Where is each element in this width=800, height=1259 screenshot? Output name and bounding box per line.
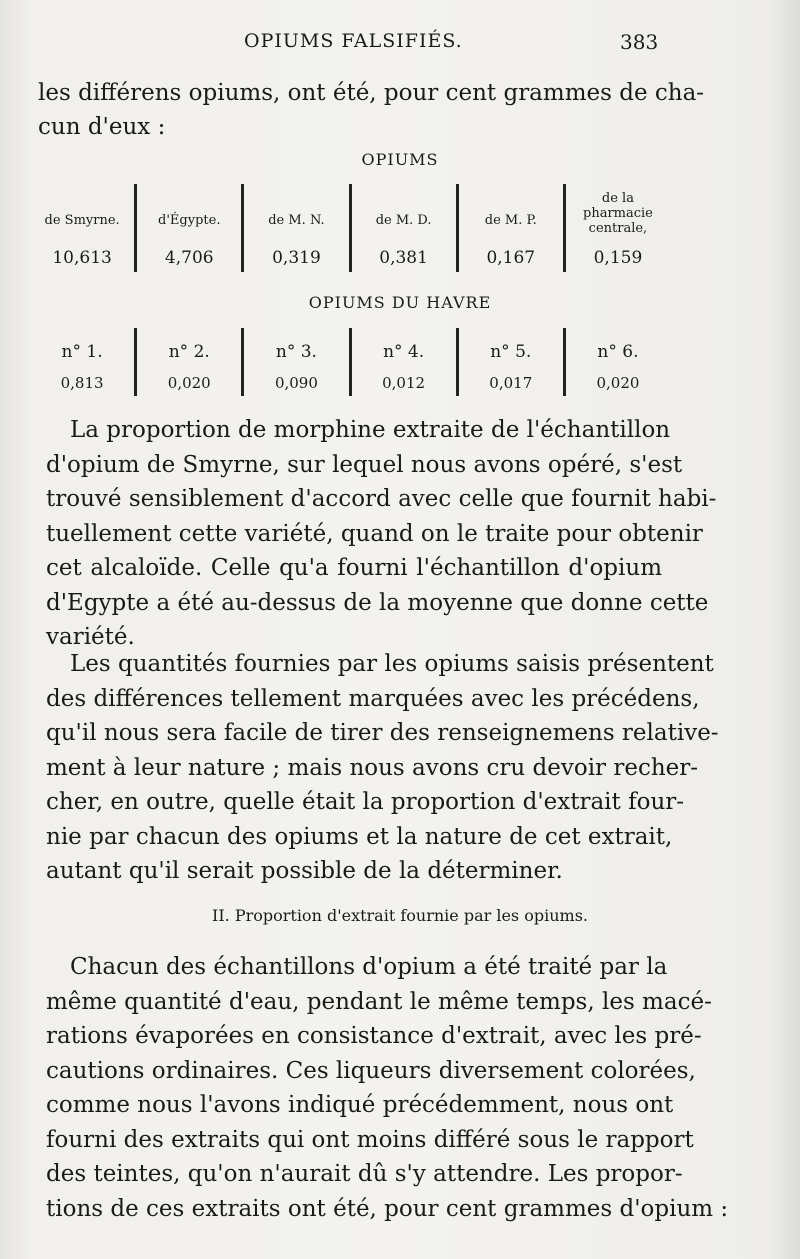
text-line: La proportion de morphine extraite de l'échantillon: [70, 417, 671, 443]
column-label: n° 4.: [383, 342, 425, 362]
text-line: comme nous l'avons indiqué précédemment, nous ont: [46, 1092, 674, 1118]
column-value: 4,706: [164, 248, 214, 268]
text-line: fourni des extraits qui ont moins différé sous le rapport: [46, 1126, 694, 1153]
column-label: n° 2.: [168, 342, 210, 362]
table1-heading: OPIUMS: [361, 150, 439, 169]
table-column: [563, 328, 670, 396]
running-title: OPIUMS FALSIFIÉS.: [244, 30, 463, 52]
table2-heading: OPIUMS DU HAVRE: [308, 293, 492, 312]
text-line: d'Egypte a été au-dessus de la moyenne que donne cette: [46, 589, 709, 616]
column-label: de M. N.: [268, 213, 325, 228]
text-line: cun d'eux :: [38, 114, 166, 140]
text-line: nie par chacun des opiums et la nature de cet extrait,: [46, 823, 673, 850]
text-line: d'opium de Smyrne, sur lequel nous avons opéré, s'est: [46, 451, 683, 478]
column-value: 0,017: [489, 374, 533, 392]
text-line: variété.: [46, 624, 135, 650]
paragraph-quantities: [46, 647, 719, 889]
column-value: 0,381: [379, 248, 428, 268]
table-column: [349, 184, 456, 272]
column-label: d'Égypte.: [158, 213, 221, 228]
table-column: [241, 184, 348, 272]
column-value: 10,613: [52, 248, 112, 268]
running-head: [0, 30, 800, 60]
paragraph-extracts: [46, 950, 729, 1226]
column-label: n° 6.: [597, 342, 639, 362]
text-line: cautions ordinaires. Ces liqueurs diversement colorées,: [46, 1057, 696, 1084]
text-line: autant qu'il serait possible de la déterminer.: [46, 858, 563, 884]
text-line: des différences tellement marquées avec les précédens,: [46, 685, 700, 712]
column-label: n° 1.: [61, 342, 103, 362]
text-line: les différens opiums, ont été, pour cent grammes de cha-: [38, 80, 705, 106]
column-value: 0,319: [272, 248, 321, 268]
table-column: [563, 184, 670, 272]
column-label: de Smyrne.: [44, 213, 120, 228]
column-label: de la pharmacie centrale,: [583, 191, 653, 236]
column-value: 0,012: [382, 374, 426, 392]
opium-table: [30, 184, 670, 272]
text-line: Les quantités fournies par les opiums saisis présentent: [70, 651, 714, 677]
text-line: cet alcaloïde. Celle qu'a fourni l'échantillon d'opium: [46, 555, 662, 581]
column-value: 0,159: [593, 248, 643, 268]
text-line: des teintes, qu'on n'aurait dû s'y attendre. Les propor-: [46, 1161, 683, 1187]
table-column: [30, 328, 134, 396]
text-line: trouvé sensiblement d'accord avec celle que fournit habi-: [46, 486, 717, 512]
table-column: [30, 184, 134, 272]
havre-opium-table: [30, 328, 670, 396]
paragraph-morphine: [46, 413, 717, 655]
text-line: Chacun des échantillons d'opium a été traité par la: [70, 954, 668, 980]
column-value: 0,813: [60, 374, 104, 392]
column-label: de M. D.: [375, 213, 432, 228]
text-line: rations évaporées en consistance d'extrait, avec les pré-: [46, 1023, 702, 1049]
column-label: n° 5.: [490, 342, 532, 362]
text-line: qu'il nous sera facile de tirer des renseignemens relative-: [46, 720, 719, 746]
page-number: 383: [620, 30, 659, 54]
text-line: même quantité d'eau, pendant le même temps, les macé-: [46, 988, 712, 1015]
table-column: [134, 184, 241, 272]
column-value: 0,090: [274, 374, 318, 392]
table-column: [134, 328, 241, 396]
table-column: [349, 328, 456, 396]
column-value: 0,020: [167, 374, 211, 392]
text-line: cher, en outre, quelle était la proportion d'extrait four-: [46, 789, 685, 815]
table-column: [456, 328, 563, 396]
text-line: tuellement cette variété, quand on le traite pour obtenir: [46, 520, 703, 547]
column-value: 0,167: [486, 248, 536, 268]
column-value: 0,020: [596, 374, 640, 392]
intro-text: [38, 76, 705, 144]
table-column: [241, 328, 348, 396]
text-line: tions de ces extraits ont été, pour cent grammes d'opium :: [46, 1195, 729, 1222]
column-label: de M. P.: [484, 213, 537, 228]
section-heading: II. Proportion d'extrait fournie par les opiums.: [212, 906, 588, 925]
text-line: ment à leur nature ; mais nous avons cru devoir recher-: [46, 754, 699, 781]
column-label: n° 3.: [275, 342, 317, 362]
table-column: [456, 184, 563, 272]
